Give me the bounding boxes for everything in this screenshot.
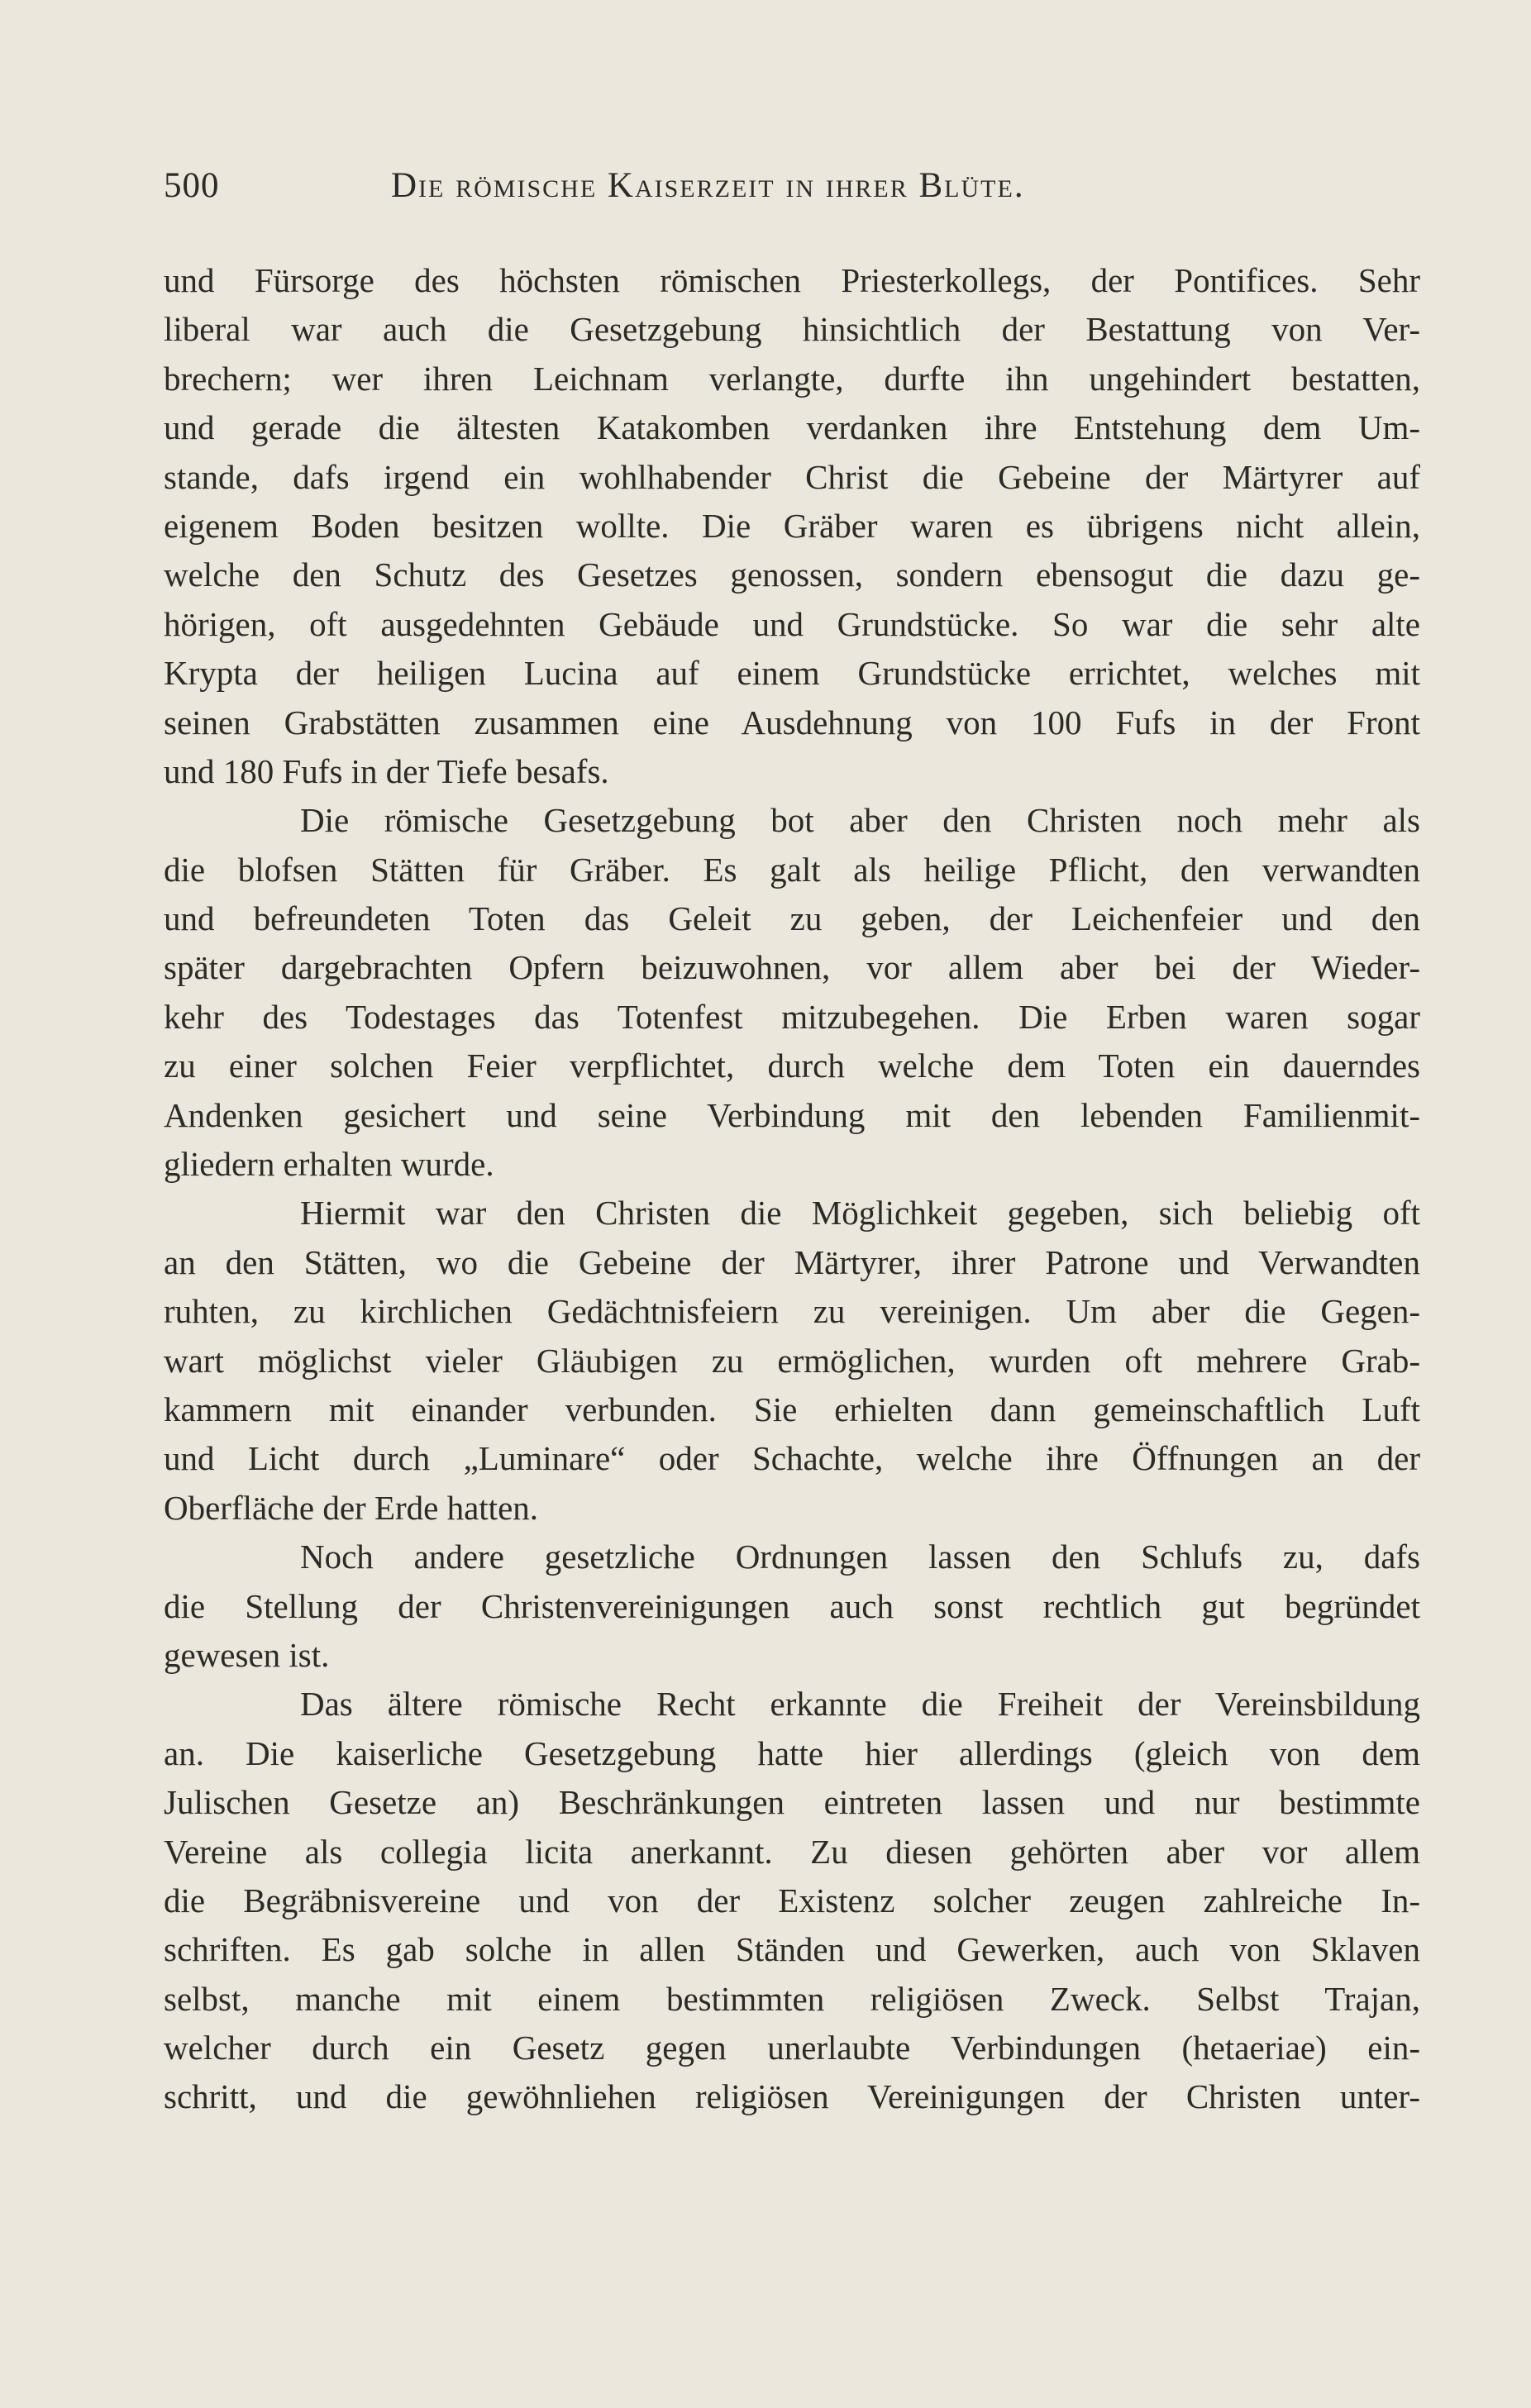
text-line: Krypta der heiligen Lucina auf einem Grundstücke errichtet, welches mit — [164, 654, 1420, 693]
paragraph — [164, 256, 1420, 796]
text-line: welcher durch ein Gesetz gegen unerlaubte Verbindungen (hetaeriae) ein- — [164, 2029, 1420, 2067]
text-line: die blofsen Stätten für Gräber. Es galt als heilige Pflicht, den verwandten — [164, 850, 1420, 889]
text-line: stande, dafs irgend ein wohlhabender Christ die Gebeine der Märtyrer auf — [164, 457, 1420, 496]
text-line: hörigen, oft ausgedehnten Gebäude und Grundstücke. So war die sehr alte — [164, 604, 1420, 643]
text-line: später dargebrachten Opfern beizuwohnen, vor allem aber bei der Wieder- — [164, 948, 1420, 987]
text-line: welche den Schutz des Gesetzes genossen, sondern ebensogut die dazu ge- — [164, 556, 1420, 594]
page-header — [164, 165, 1428, 223]
text-line: und Fürsorge des höchsten römischen Priesterkollegs, der Pontifices. Sehr — [164, 261, 1420, 299]
text-line: und Licht durch „Luminare“ oder Schachte, welche ihre Öffnungen an der — [164, 1439, 1420, 1478]
body-text — [164, 256, 1420, 2122]
paragraph — [164, 1533, 1420, 1680]
text-line: und 180 Fufs in der Tiefe besafs. — [164, 751, 609, 790]
paragraph — [164, 796, 1420, 1189]
text-line: schritt, und die gewöhnliehen religiösen Vereinigungen der Christen unter- — [164, 2077, 1420, 2116]
text-line: wart möglichst vieler Gläubigen zu ermöglichen, wurden oft mehrere Grab- — [164, 1341, 1420, 1380]
text-line: Noch andere gesetzliche Ordnungen lassen den Schlufs zu, dafs — [300, 1538, 1420, 1576]
text-line: Oberfläche der Erde hatten. — [164, 1488, 539, 1527]
text-line: seinen Grabstätten zusammen eine Ausdehnung von 100 Fufs in der Front — [164, 703, 1420, 741]
text-line: Das ältere römische Recht erkannte die Freiheit der Vereinsbildung — [300, 1685, 1420, 1724]
text-line: selbst, manche mit einem bestimmten religiösen Zweck. Selbst Trajan, — [164, 1979, 1420, 2018]
text-line: Andenken gesichert und seine Verbindung mit den lebenden Familienmit- — [164, 1095, 1420, 1134]
text-line: Die römische Gesetzgebung bot aber den Christen noch mehr als — [300, 801, 1420, 840]
text-line: eigenem Boden besitzen wollte. Die Gräber waren es übrigens nicht allein, — [164, 506, 1420, 545]
text-line: Hiermit war den Christen die Möglichkeit gegeben, sich beliebig oft — [300, 1194, 1420, 1233]
text-line: an. Die kaiserliche Gesetzgebung hatte hier allerdings (gleich von dem — [164, 1733, 1420, 1772]
text-line: gliedern erhalten wurde. — [164, 1145, 494, 1184]
running-title: Die römische Kaiserzeit in ihrer Blüte. — [391, 166, 1025, 205]
text-line: Julischen Gesetze an) Beschränkungen eintreten lassen und nur bestimmte — [164, 1783, 1420, 1822]
text-line: ruhten, zu kirchlichen Gedächtnisfeiern zu vereinigen. Um aber die Gegen- — [164, 1292, 1420, 1331]
text-line: und befreundeten Toten das Geleit zu geben, der Leichenfeier und den — [164, 899, 1420, 938]
text-line: Vereine als collegia licita anerkannt. Zu diesen gehörten aber vor allem — [164, 1832, 1420, 1871]
text-line: liberal war auch die Gesetzgebung hinsichtlich der Bestattung von Ver- — [164, 310, 1420, 349]
text-line: die Begräbnisvereine und von der Existenz solcher zeugen zahlreiche In- — [164, 1881, 1420, 1919]
text-line: schriften. Es gab solche in allen Ständen und Gewerken, auch von Sklaven — [164, 1930, 1420, 1969]
text-line: brechern; wer ihren Leichnam verlangte, durfte ihn ungehindert bestatten, — [164, 359, 1420, 398]
text-line: kammern mit einander verbunden. Sie erhielten dann gemeinschaftlich Luft — [164, 1390, 1420, 1428]
paragraph — [164, 1189, 1420, 1533]
paragraph — [164, 1680, 1420, 2122]
text-line: gewesen ist. — [164, 1635, 330, 1674]
page-number: 500 — [164, 166, 220, 205]
text-line: und gerade die ältesten Katakomben verdanken ihre Entstehung dem Um- — [164, 408, 1420, 447]
text-line: an den Stätten, wo die Gebeine der Märtyrer, ihrer Patrone und Verwandten — [164, 1242, 1420, 1281]
text-line: zu einer solchen Feier verpflichtet, durch welche dem Toten ein dauerndes — [164, 1047, 1420, 1085]
text-line: kehr des Todestages das Totenfest mitzubegehen. Die Erben waren sogar — [164, 997, 1420, 1036]
text-line: die Stellung der Christenvereinigungen auch sonst rechtlich gut begründet — [164, 1586, 1420, 1625]
